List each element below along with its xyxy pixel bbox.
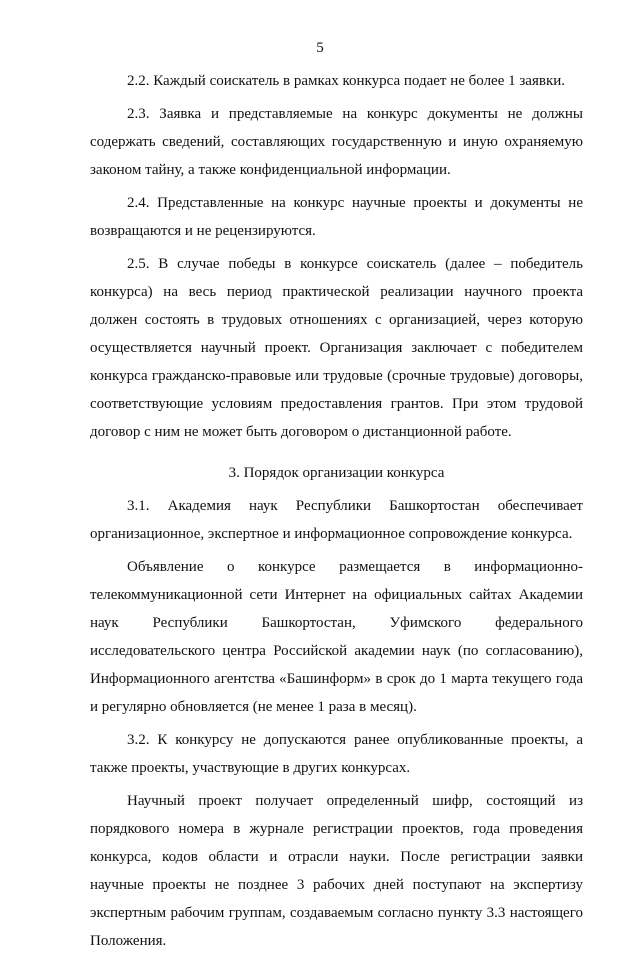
paragraph-2-4: 2.4. Представленные на конкурс научные проекты и документы не возвращаются и не рецензируются. — [90, 195, 583, 239]
paragraph-3-2: 3.2. К конкурсу не допускаются ранее опубликованные проекты, а также проекты, участвующие в других конкурсах. — [90, 732, 583, 776]
paragraph-announcement: Объявление о конкурсе размещается в информационно-телекоммуникационной сети Интернет на официальных сайтах Академии наук Республики Башкортостан, Уфимского федерального исследовательского центра Российской академии наук (по согласованию), Информационного агентства «Башинформ» в срок до 1 марта текущего года и регулярно обновляется (не менее 1 раза в месяц). — [90, 559, 583, 715]
page-number: 5 — [316, 40, 324, 56]
document-body — [90, 67, 583, 960]
paragraph-2-2: 2.2. Каждый соискатель в рамках конкурса подает не более 1 заявки. — [127, 73, 566, 89]
paragraph-3-1: 3.1. Академия наук Республики Башкортостан обеспечивает организационное, экспертное и информационное сопровождение конкурса. — [90, 498, 583, 542]
section-heading: 3. Порядок организации конкурса — [228, 465, 445, 481]
paragraph-2-3: 2.3. Заявка и представляемые на конкурс документы не должны содержать сведений, составляющих государственную и иную охраняемую законом тайну, а также конфиденциальной информации. — [90, 106, 583, 178]
paragraph-project-code: Научный проект получает определенный шифр, состоящий из порядкового номера в журнале регистрации проектов, года проведения конкурса, кодов области и отрасли науки. После регистрации заявки научные проекты не позднее 3 рабочих дней поступают на экспертизу экспертным рабочим группам, создаваемым согласно пункту 3.3 настоящего Положения. — [90, 793, 583, 949]
paragraph-2-5: 2.5. В случае победы в конкурсе соискатель (далее – победитель конкурса) на весь период практической реализации научного проекта должен состоять в трудовых отношениях с организацией, через которую осуществляется научный проект. Организация заключает с победителем конкурса гражданско-правовые или трудовые (срочные трудовые) договоры, соответствующие условиям предоставления грантов. При этом трудовой договор с ним не может быть договором о дистанционной работе. — [90, 256, 583, 440]
